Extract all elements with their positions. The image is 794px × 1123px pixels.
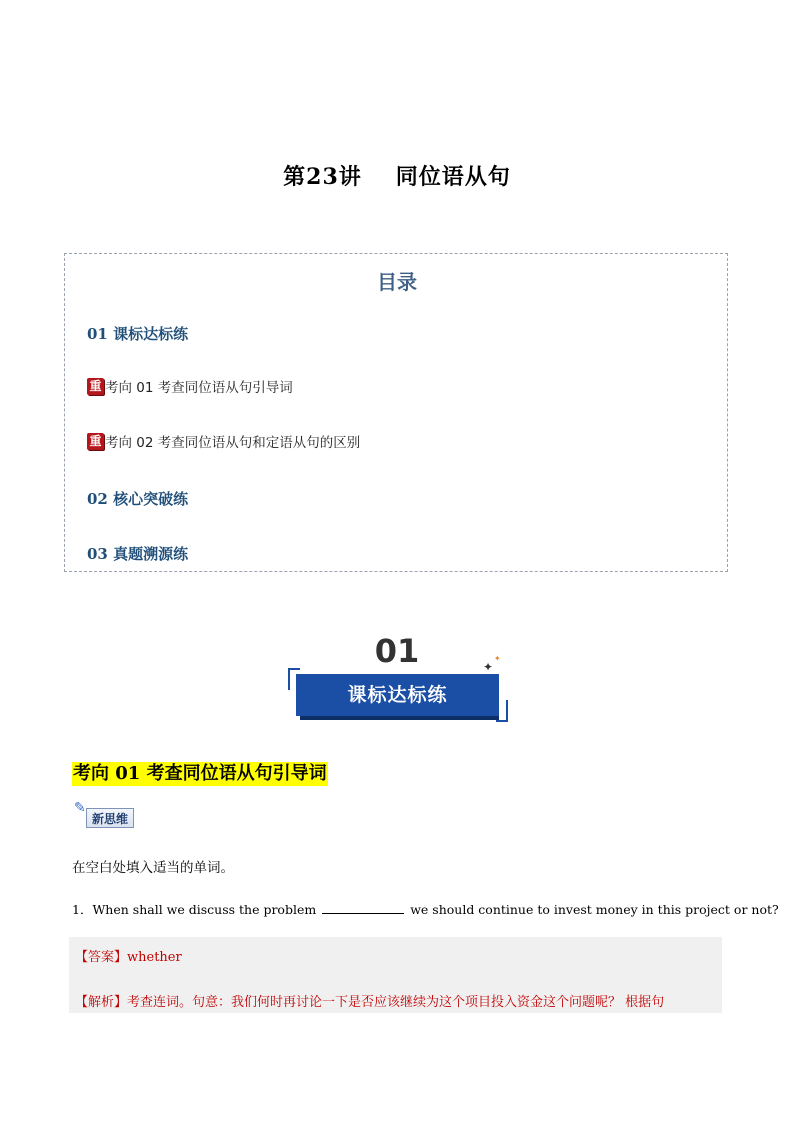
toc-item-label: 考向 01 考查同位语从句引导词 [105, 380, 293, 396]
pushpin-icon: ✎ [74, 800, 86, 816]
answer-label: 【答案】 [75, 950, 128, 965]
topic-heading: 考向 01 考查同位语从句引导词 [73, 763, 327, 784]
toc-heading: 目录 [377, 270, 417, 294]
analysis-line [75, 991, 664, 1010]
analysis-text: 考查连词。句意：我们何时再讨论一下是否应该继续为这个项目投入资金这个问题呢？ 根据句 [127, 995, 665, 1010]
sparkle-icon: ✦ [494, 654, 501, 663]
xinsiwei-badge: 新思维 [86, 808, 134, 828]
lecture-number: 第23讲 [283, 164, 362, 190]
sparkle-icon: ✦ [483, 660, 494, 674]
toc-item-kaoxiang-02[interactable] [87, 431, 360, 451]
question-1 [72, 900, 779, 918]
toc-item-kaoxiang-01[interactable] [87, 376, 293, 396]
answer-blank[interactable] [322, 901, 404, 914]
analysis-label: 【解析】 [75, 995, 128, 1010]
answer-value: whether [127, 950, 182, 965]
question-text-before: When shall we discuss the problem [92, 902, 317, 917]
question-text-after: we should continue to invest money in this project or not? [410, 902, 779, 917]
question-number: 1． [72, 902, 93, 917]
toc-item-section-02[interactable]: 02 核心突破练 [87, 490, 189, 508]
table-of-contents [64, 253, 728, 572]
section-number: 01 [374, 632, 420, 670]
important-badge-icon: 重 [87, 433, 104, 450]
toc-item-label: 考向 02 考查同位语从句和定语从句的区别 [105, 435, 361, 451]
answer-line [75, 946, 182, 965]
section-banner: 课标达标练 [296, 674, 499, 716]
toc-item-section-01[interactable]: 01 课标达标练 [87, 325, 189, 343]
important-badge-icon: 重 [87, 378, 104, 395]
toc-item-section-03[interactable]: 03 真题溯源练 [87, 545, 189, 563]
banner-shadow [300, 716, 499, 720]
page-title [0, 160, 794, 191]
instruction-text: 在空白处填入适当的单词。 [72, 860, 234, 876]
lecture-topic: 同位语从句 [395, 164, 511, 190]
